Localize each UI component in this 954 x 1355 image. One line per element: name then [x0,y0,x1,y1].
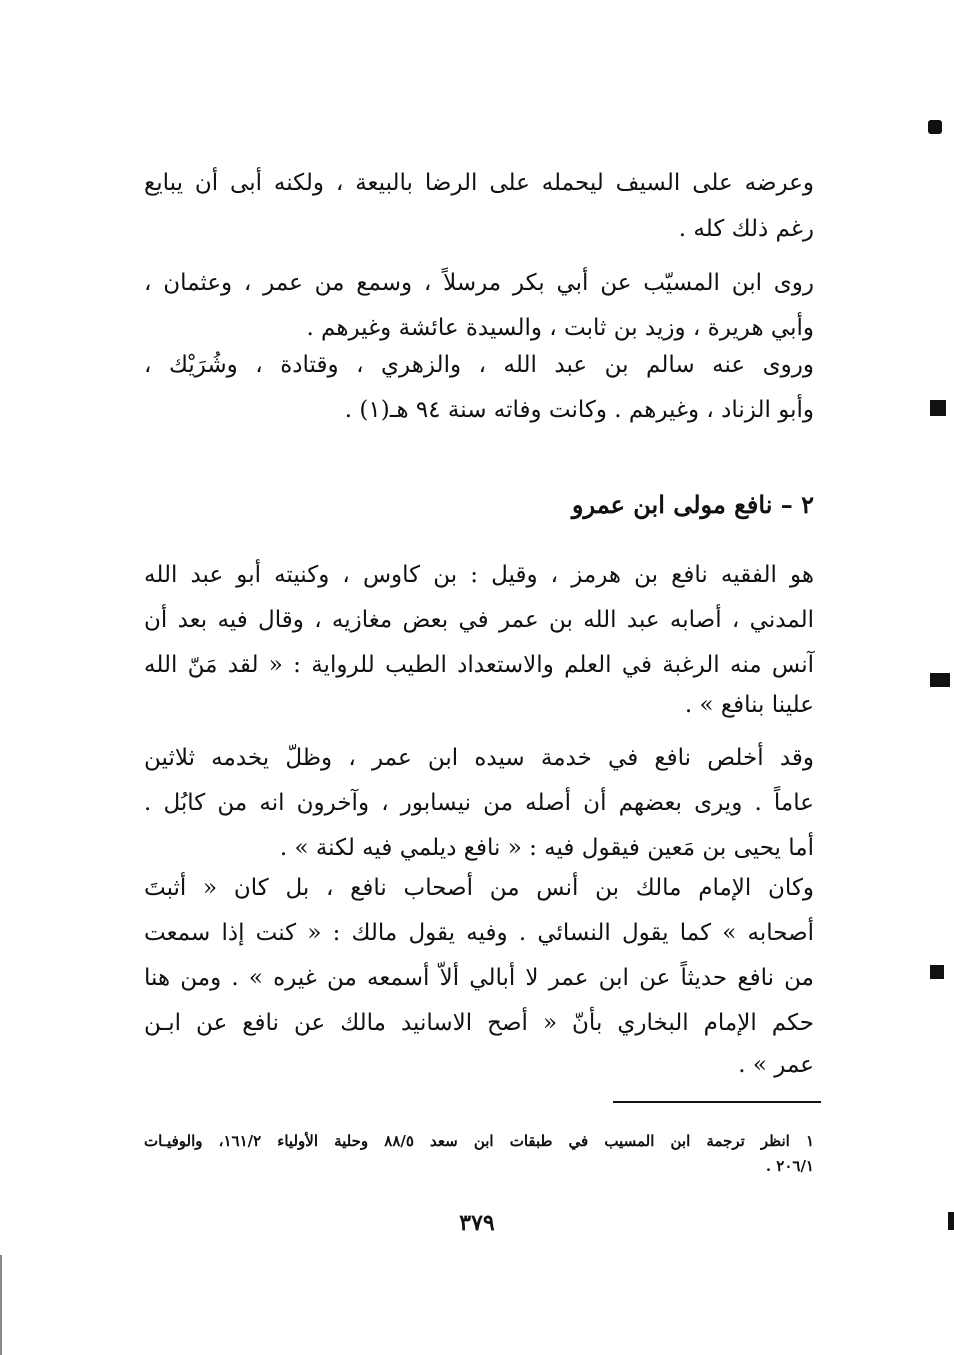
text-line: أما يحيى بن مَعين فيقول فيه : « نافع ديلمي فيه لكنة » . [279,835,814,861]
text-line: هو الفقيه نافع بن هرمز ، وقيل : بن كاوس ، وكنيته أبو عبد الله [144,562,814,588]
text-line: عمر » . [738,1052,814,1078]
scan-artifact [930,400,946,416]
text-line: رغم ذلك كله . [678,216,814,242]
text-line: علينا بنافع » . [684,692,814,718]
text-line: روى ابن المسيّب عن أبي بكر مرسلاً ، وسمع من عمر ، وعثمان ، [144,270,814,296]
scan-artifact [928,120,942,134]
text-line: وكان الإمام مالك بن أنس من أصحاب نافع ، بل كان « أثبتَ [144,875,814,901]
text-line: المدني ، أصابه عبد الله بن عمر في بعض مغازيه ، وقال فيه بعد أن [144,607,814,633]
section-heading: ٢ – نافع مولى ابن عمرو [571,490,814,519]
scan-edge [0,1255,2,1355]
scan-artifact [930,965,944,979]
text-line: من نافع حديثاً عن ابن عمر لا أبالي ألاّ أسمعه من غيره » . ومن هنا [144,965,814,991]
scan-artifact [930,673,950,687]
text-line: وأبي هريرة ، وزيد بن ثابت ، والسيدة عائشة وغيرهم . [306,315,814,341]
footnote-line: ١ انظر ترجمة ابن المسيب في طبقات ابن سعد ٨٨/٥ وحلية الأولياء ١٦١/٢، والوفيـات [144,1132,815,1150]
text-line: وقد أخلص نافع في خدمة سيده ابن عمر ، وظلّ يخدمه ثلاثين [144,745,814,771]
text-line: وعرضه على السيف ليحمله على الرضا بالبيعة ، ولكنه أبى أن يبايع [144,170,814,196]
text-line: حكم الإمام البخاري بأنّ « أصح الاسانيد مالك عن نافع عن ابـن [144,1010,814,1036]
text-line: آنس منه الرغبة في العلم والاستعداد الطيب للرواية : « لقد مَنّ الله [144,652,814,678]
page-number: ٣٧٩ [459,1210,495,1236]
text-line: أصحابه » كما يقول النسائي . وفيه يقول مالك : « كنت إذا سمعت [144,920,814,946]
text-line: وروى عنه سالم بن عبد الله ، والزهري ، وقتادة ، وشُرَيْك ، [144,352,814,378]
footnote-line: ٢٠٦/١ . [765,1157,814,1175]
scan-artifact [948,1212,954,1230]
text-line: عاماً . ويرى بعضهم أن أصله من نيسابور ، وآخرون انه من كابُل . [144,790,814,816]
text-line: وأبو الزناد ، وغيرهم . وكانت وفاته سنة ٩٤ هـ(١) . [344,397,814,423]
footnote-divider [613,1101,821,1103]
